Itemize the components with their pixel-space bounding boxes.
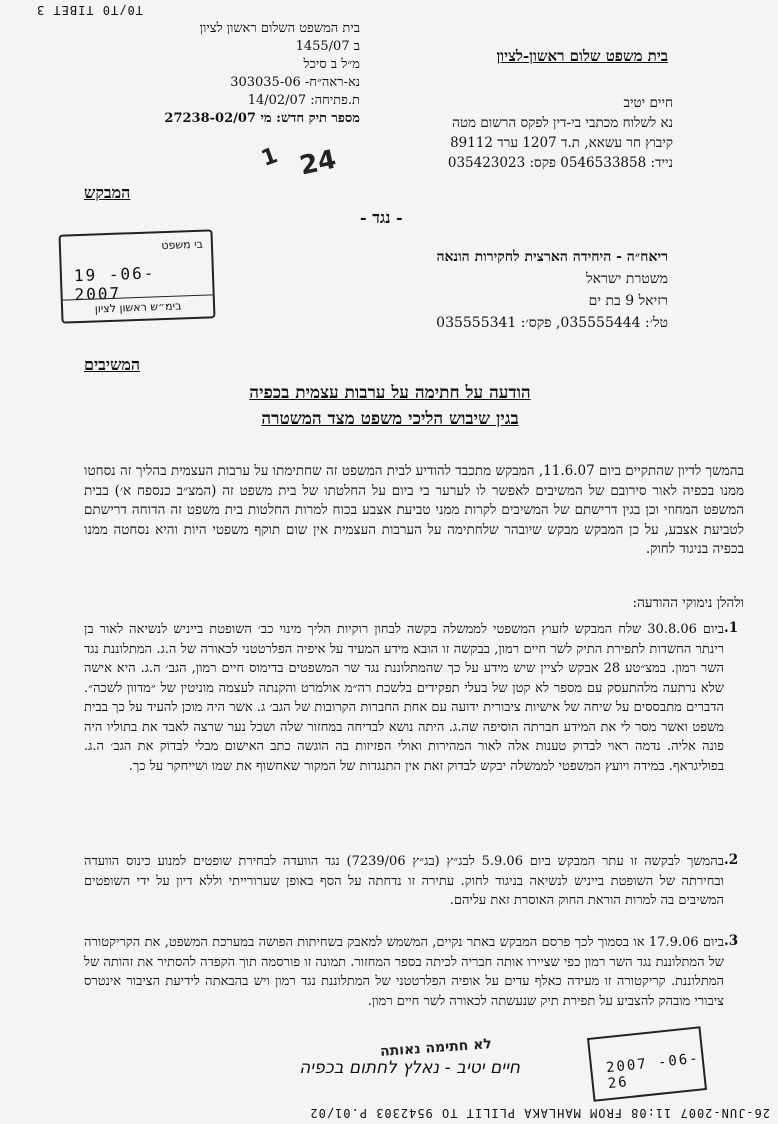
paragraph-number-3: .3	[724, 933, 739, 949]
bottom-stamp-date: 2007 -06- 26	[605, 1050, 701, 1093]
handwritten-signature: חיים יטיב - נאלץ לחתום בכפיה	[299, 1058, 520, 1078]
applicant-phones: נייד: 0546533858 פקס: 035423023	[447, 155, 673, 171]
paragraph-number-2: .2	[724, 852, 739, 868]
paragraph-number-1: .1	[724, 620, 739, 636]
notice-title-line2: בגין שיבוש הליכי משפט מצד המשטרה	[261, 409, 519, 429]
header-open-date-line: ת.פתיחה: 14/02/07	[247, 93, 360, 108]
stamp-bottom-text: בימ״ש ראשון לציון	[63, 294, 214, 316]
numbered-paragraph-1: ביום 30.8.06 שלח המבקש לזעוץ המשפטי לממשלה בקשה לבחון רוקיות הליך מינוי כב׳ השופטת בייניש לנשיאה לאור בן רינתר החשדות לתפירת התיק לשר חיים רמון, בבקשה זו הובא מידע המעיד על איפיה הפלרטטני לכאורה של ה.ג. המתלוננת נגד השר רמון. במצ״טע 28 אבקש לציין שיש מידע על כך שהמתלוננת נגד שר המשפטים בדימוס חיים רמון, הגב׳ ה.ג. היא אישה שלא נרתעה מלהתעסק עם מספר לא קטן של בעלי תפקידים בלשכת רה״מ אולמרט והקנתה לעצמה מוניטין של ״מדוון לשכה״. הדברים מתבססים על שיחה של אישיות ציבורית ידועה עם אחת החברות הקרובות של הגב׳ ג. אשר היה מוכן להעיד על כך בבית משפט ואשר מסר לי את המידע חברתה הוסיפה שה.ג. היתה נושא לבדיחה במחזור שלה ושכל נער שרצה לאבד את בתוליו היה פונה אליה. נדמה ראוי לבדוק טענות אלה לאור המהירות ואולי הפזיזות בה הוגשה כתב האישום מבלי לבדוק את הגב׳ ה.ג. בפוליגראף. במידה ויועץ המשפטי לממשלה יבקש לבדוק זאת אין התנגדות של המקור שאחשוף את שמו ושייחקר על כך.	[84, 622, 724, 774]
stamp-top-text: בי משפט	[161, 237, 204, 253]
handwritten-note-number: 24	[297, 144, 339, 182]
applicant-title: המבקש	[84, 183, 131, 202]
respondent-address: רזיאל 9 בת ים	[588, 293, 668, 309]
handwritten-note-one: 1	[258, 143, 282, 172]
applicant-address: קיבוץ חר עשאא, ת.ד 1207 ערד 89112	[450, 135, 673, 151]
numbered-paragraph-2: בהמשך לבקשה זו עתר המבקש ביום 5.9.06 לבג״ץ (בג״ץ 7239/06) נגד הוועדה לבחירת שופטים למנוע כינוס הוועדה ובחירתה של השופטת בייניש לנשיאה בניגוד לחוק. עתירה זו נדחתה על הסף באופן שערורייתי וללא דיון על ידי השופטים המשיבים בה למרות הוראת החוק האוסרת זאת עליהם.	[84, 854, 724, 908]
fax-header: T0/T0 TIBET 3	[36, 3, 143, 17]
respondent-phones: טל׳: 035555444, פקס׳: 035555341	[436, 315, 668, 331]
respondents-title: המשיבים	[84, 355, 141, 374]
notice-title	[150, 380, 630, 432]
respondent-unit: ריאח״ה - היחידה הארצית לחקירות הונאה	[436, 249, 668, 265]
header-registrar-line: מ״ל ב סיכל	[303, 57, 360, 72]
new-case-value: 27238-02/07	[164, 111, 256, 126]
applicant-name: חיים יטיב	[623, 95, 673, 111]
notice-title-line1: הודעה על חתימה על ערבות עצמית בכפיה	[249, 383, 531, 403]
versus-label: - נגד -	[360, 208, 403, 227]
numbered-paragraph-3: ביום 17.9.06 או בסמוך לכך פרסם המבקש באתר נקיים, המשמש למאבק בשחיתות הפושה במערכת המשפט, את הקריקטורה של המתלוננת נגד השר רמון כפי שציירו אותה חבריה לכיתה בספר המחזור. תמונה זו פורסמה תוך הקפדה להסתיר את זהותה של המתלוננת. קריקטורה זו מעידה כאלף עדים על אופיה הפלרטטני של המתלוננת נגד רמון ויש בהבאתה לידיעת הציבור אינטרס ציבורי מובהק להצביע על תפירת תיק שנעשתה לכאורה לשר חיים רמון.	[84, 935, 725, 1009]
header-old-case-line: נא-ראה״ח- 303035-06	[230, 75, 360, 90]
applicant-block	[113, 93, 673, 173]
fax-footer: 26-JUN-2007 11:08 FROM MAHLAKA PLILIT TO 9542303 P.01/02	[309, 1106, 770, 1120]
header-file-line: ב 1455/07	[295, 39, 360, 54]
handwritten-scribble: לא חתימה נאותה	[379, 1036, 493, 1060]
respondent-block	[108, 246, 668, 334]
header-court-line: בית המשפט השלום ראשון לציון	[199, 21, 360, 36]
new-case-label: מספר תיק חדש: מי	[260, 111, 360, 126]
intro-paragraph: בהמשך לדיון שהתקיים ביום 11.6.07, המבקש מתכבד להודיע לבית המשפט זה שחתימתו על ערבות העצמית בהליך זה נסחטו ממנו בכפיה לאור סירובם של המשיבים לאפשר לו לערער בי ביום על החלטתו של בית משפט זה (המצ״ב כנספח א׳) בבית המשפט המחוזי וכן בגין דרישתם של המשיבים לקרות ממני טביעת אצבע בכוח למרות החלטות בית משפט זה הדוחה דרישתם לטביעת אצבע, על כן המבקש מבקש שיובהר שלחתימה על הערבות העצמית אין שום תוקף משפטי היות והיא נסחטה ממנו בכפיה בניגוד לחוק.	[84, 463, 744, 557]
reasons-label: ולהלן נימוקי ההודעה:	[632, 595, 744, 611]
stamp-date: 19 -06- 2007	[73, 263, 156, 305]
applicant-fax-note: נא לשלוח מכתבי בי-דין לפקס הרשום מטה	[452, 115, 673, 131]
respondent-org: משטרת ישראל	[586, 271, 668, 287]
court-name: בית משפט שלום ראשון-לציון	[496, 47, 668, 65]
bottom-date-stamp	[587, 1026, 707, 1102]
